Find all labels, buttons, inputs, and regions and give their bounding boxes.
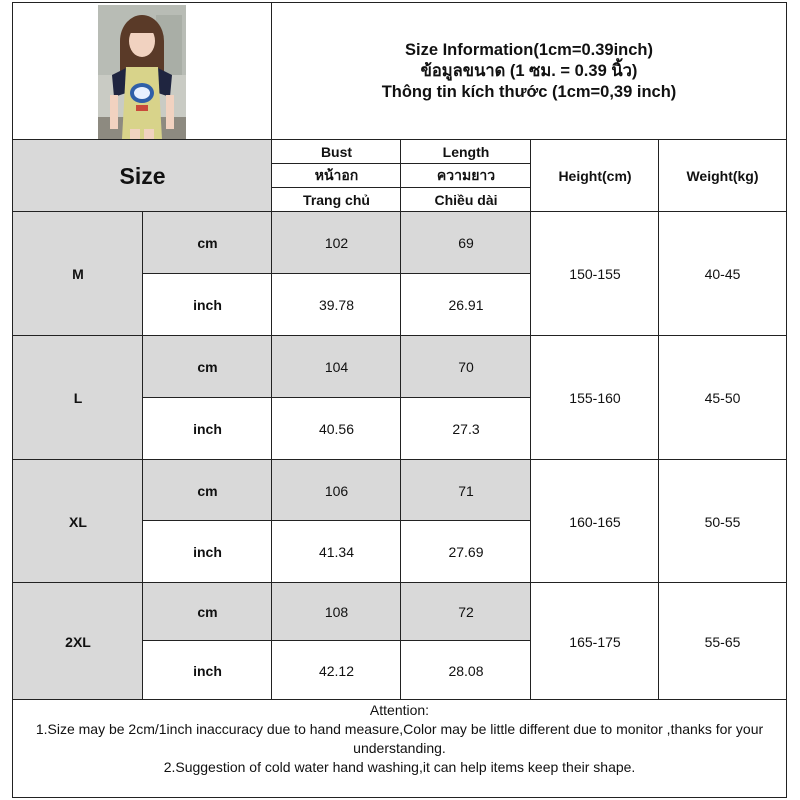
bust-header-vi: Trang chủ	[303, 192, 370, 208]
weight-value: 50-55	[704, 513, 741, 530]
height-value: 160-165	[569, 513, 621, 530]
grid-line	[400, 139, 401, 700]
length-inch-value: 28.08	[448, 662, 484, 679]
size-label: 2XL	[65, 633, 91, 650]
attention-notes	[13, 701, 786, 777]
unit-label: cm	[197, 482, 218, 499]
grid-line	[143, 397, 531, 398]
grid-line	[272, 163, 531, 164]
size-header: Size	[119, 162, 166, 189]
length-cm-value: 72	[458, 604, 474, 620]
grid-line	[530, 139, 531, 700]
bust-inch-value: 40.56	[318, 421, 355, 437]
size-label: L	[73, 390, 83, 406]
title-block	[272, 3, 786, 140]
unit-label: cm	[197, 359, 218, 375]
grid-line	[271, 3, 272, 700]
attention-line-1-cont: understanding.	[353, 740, 446, 756]
length-inch-value: 26.91	[448, 297, 484, 313]
model-image	[98, 5, 186, 139]
bust-header-en: Bust	[320, 144, 353, 160]
height-value: 165-175	[569, 633, 621, 650]
length-header-vi: Chiều dài	[434, 192, 498, 208]
weight-value: 40-45	[704, 266, 741, 282]
unit-label: cm	[197, 604, 218, 620]
attention-heading: Attention:	[369, 702, 430, 718]
unit-label: inch	[193, 297, 222, 313]
grid-line	[272, 187, 531, 188]
bust-cm-value: 104	[324, 359, 349, 375]
length-cm-value: 69	[458, 235, 474, 251]
bust-cm-value: 108	[324, 604, 349, 620]
length-header-th: ความยาว	[436, 167, 496, 183]
bust-inch-value: 42.12	[318, 662, 355, 679]
weight-value: 55-65	[704, 633, 741, 650]
height-value: 155-160	[569, 390, 621, 406]
unit-label: inch	[193, 544, 222, 560]
weight-header: Weight(kg)	[686, 168, 759, 184]
bust-header-th: หน้าอก	[314, 167, 359, 183]
grid-line	[143, 640, 531, 641]
unit-label: inch	[193, 662, 222, 679]
height-value: 150-155	[569, 266, 621, 282]
weight-value: 45-50	[704, 390, 741, 406]
length-cm-value: 70	[458, 359, 474, 375]
bust-cm-value: 106	[324, 482, 349, 499]
grid-line	[658, 139, 659, 700]
size-label: XL	[69, 513, 87, 530]
bust-inch-value: 39.78	[318, 297, 355, 313]
length-header-en: Length	[442, 144, 490, 160]
bust-cm-value: 102	[324, 235, 349, 251]
height-header: Height(cm)	[558, 168, 632, 184]
grid-line	[143, 520, 531, 521]
grid-line	[143, 273, 531, 274]
unit-label: cm	[197, 235, 218, 251]
title-english: Size Information(1cm=0.39inch)	[404, 41, 654, 59]
length-inch-value: 27.3	[452, 421, 480, 437]
title-thai: ข้อมูลขนาด (1 ซม. = 0.39 นิ้ว)	[420, 62, 638, 80]
product-photo	[98, 5, 186, 139]
bust-inch-value: 41.34	[318, 544, 355, 560]
attention-line-2: 2.Suggestion of cold water hand washing,it can help items keep their shape.	[163, 759, 636, 775]
size-label: M	[72, 266, 84, 282]
length-inch-value: 27.69	[448, 544, 484, 560]
length-cm-value: 71	[458, 482, 474, 499]
attention-line-1: 1.Size may be 2cm/1inch inaccuracy due to hand measure,Color may be little different due to monitor ,thanks for your	[35, 721, 764, 737]
title-vietnamese: Thông tin kích thước (1cm=0,39 inch)	[381, 83, 677, 101]
grid-line	[142, 211, 143, 700]
size-chart	[12, 2, 787, 798]
unit-label: inch	[193, 421, 222, 437]
